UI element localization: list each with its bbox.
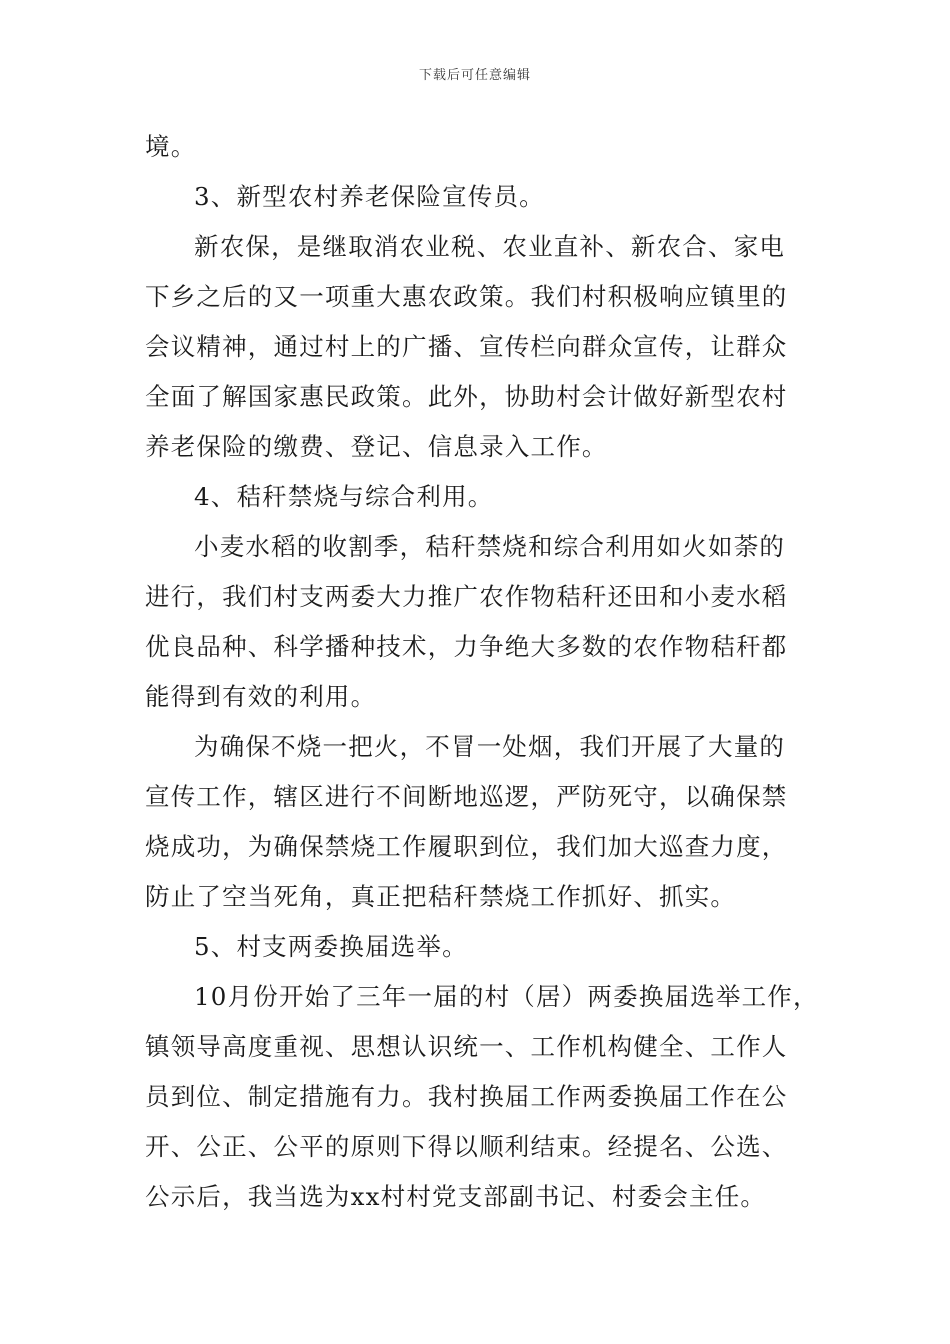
- text-line: 能得到有效的利用。: [145, 682, 377, 711]
- text-line: 烧成功，为确保禁烧工作履职到位，我们加大巡查力度，: [145, 832, 788, 861]
- text-line: 为确保不烧一把火，不冒一处烟，我们开展了大量的: [194, 732, 786, 761]
- text-line: 新农保，是继取消农业税、农业直补、新农合、家电: [194, 232, 786, 261]
- text-line: 优良品种、科学播种技术，力争绝大多数的农作物秸秆都: [145, 632, 788, 661]
- section-heading: 3、新型农村养老保险宣传员。: [194, 182, 545, 211]
- text-line: 开、公正、公平的原则下得以顺利结束。经提名、公选、: [145, 1132, 788, 1161]
- document-body: [145, 122, 819, 1222]
- page-header: 下载后可任意编辑: [418, 68, 531, 83]
- text-line: 小麦水稻的收割季，秸秆禁烧和综合利用如火如荼的: [194, 532, 786, 561]
- text-line: 镇领导高度重视、思想认识统一、工作机构健全、工作人: [145, 1032, 788, 1061]
- text-line: 10月份开始了三年一届的村（居）两委换届选举工作，: [194, 982, 819, 1011]
- text-line: 员到位、制定措施有力。我村换届工作两委换届工作在公: [145, 1082, 788, 1111]
- text-line: 下乡之后的又一项重大惠农政策。我们村积极响应镇里的: [145, 282, 788, 311]
- text-line: 宣传工作，辖区进行不间断地巡逻，严防死守，以确保禁: [145, 782, 788, 811]
- section-heading: 4、秸秆禁烧与综合利用。: [194, 482, 494, 511]
- text-line: 进行，我们村支两委大力推广农作物秸秆还田和小麦水稻: [145, 582, 788, 611]
- text-line: 养老保险的缴费、登记、信息录入工作。: [145, 432, 608, 461]
- section-heading: 5、村支两委换届选举。: [194, 932, 468, 961]
- text-line: 境。: [145, 132, 197, 161]
- text-line: 会议精神，通过村上的广播、宣传栏向群众宣传，让群众: [145, 332, 788, 361]
- text-line: 全面了解国家惠民政策。此外，协助村会计做好新型农村: [145, 382, 788, 411]
- text-line: 公示后，我当选为xx村村党支部副书记、村委会主任。: [145, 1182, 767, 1211]
- text-line: 防止了空当死角，真正把秸秆禁烧工作抓好、抓实。: [145, 882, 737, 911]
